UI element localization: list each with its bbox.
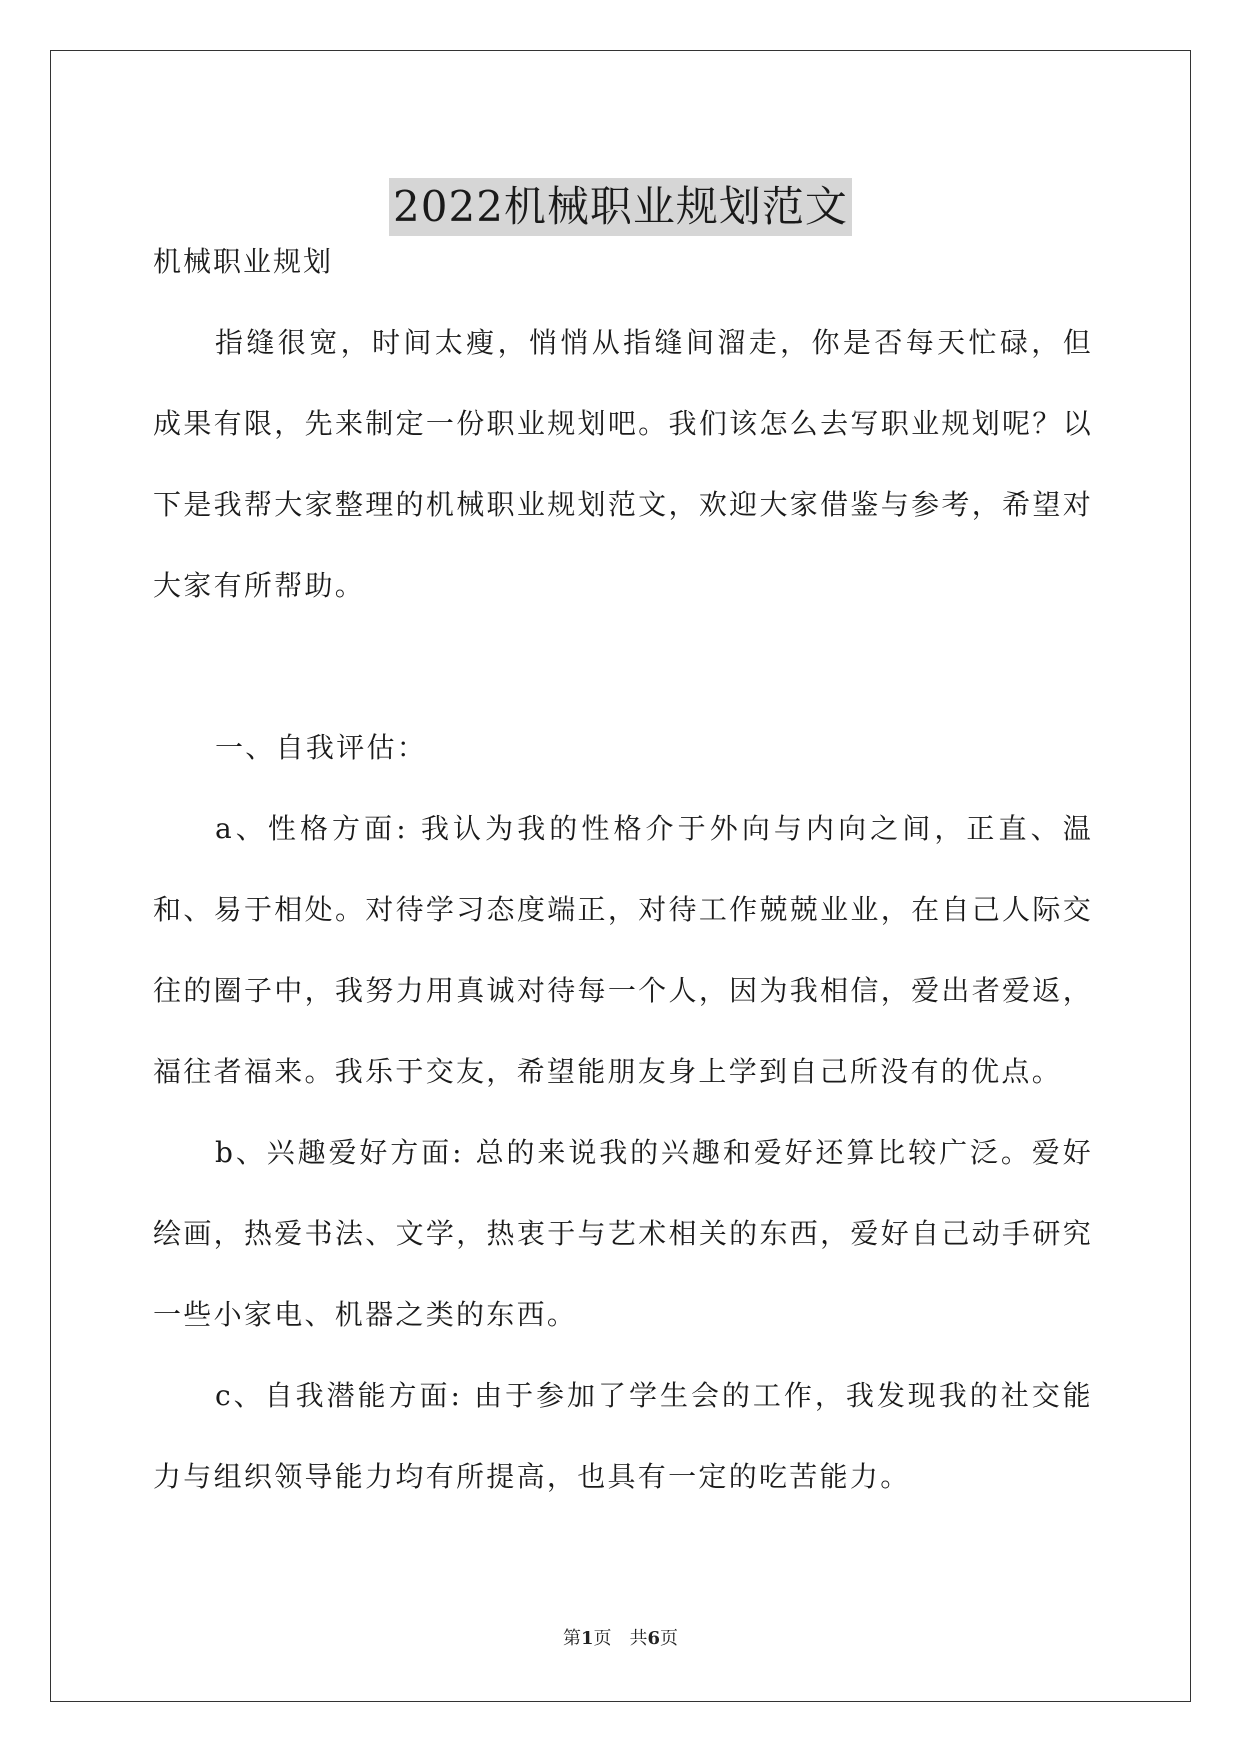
blank-line	[153, 626, 1093, 707]
paragraph-potential: c、自我潜能方面: 由于参加了学生会的工作，我发现我的社交能力与组织领导能力均有所提高，也具有一定的吃苦能力。	[153, 1379, 1093, 1493]
page-mid: 页 共	[593, 1628, 648, 1649]
page-total: 6	[647, 1628, 661, 1649]
document-body	[153, 242, 1093, 1517]
paragraph-interests: b、兴趣爱好方面: 总的来说我的兴趣和爱好还算比较广泛。爱好绘画，热爱书法、文学，热衷于与艺术相关的东西，爱好自己动手研究一些小家电、机器之类的东西。	[153, 1136, 1093, 1331]
page-footer	[0, 1627, 1241, 1651]
paragraph-personality: a、性格方面: 我认为我的性格介于外向与内向之间，正直、温和、易于相处。对待学习态度端正，对待工作兢兢业业，在自己人际交往的圈子中，我努力用真诚对待每一个人，因为我相信，爱出者爱返，福往者福来。我乐于交友，希望能朋友身上学到自己所没有的优点。	[153, 812, 1093, 1088]
paragraph-intro: 指缝很宽，时间太瘦，悄悄从指缝间溜走，你是否每天忙碌，但成果有限，先来制定一份职业规划吧。我们该怎么去写职业规划呢？以下是我帮大家整理的机械职业规划范文，欢迎大家借鉴与参考，希望对大家有所帮助。	[153, 326, 1093, 602]
section-heading: 一、自我评估：	[215, 731, 428, 764]
document-title: 2022机械职业规划范文	[389, 178, 852, 236]
page-current: 1	[580, 1628, 594, 1649]
page-suffix: 页	[660, 1628, 679, 1649]
document-subtitle: 机械职业规划	[153, 245, 334, 278]
page-prefix: 第	[562, 1628, 581, 1649]
